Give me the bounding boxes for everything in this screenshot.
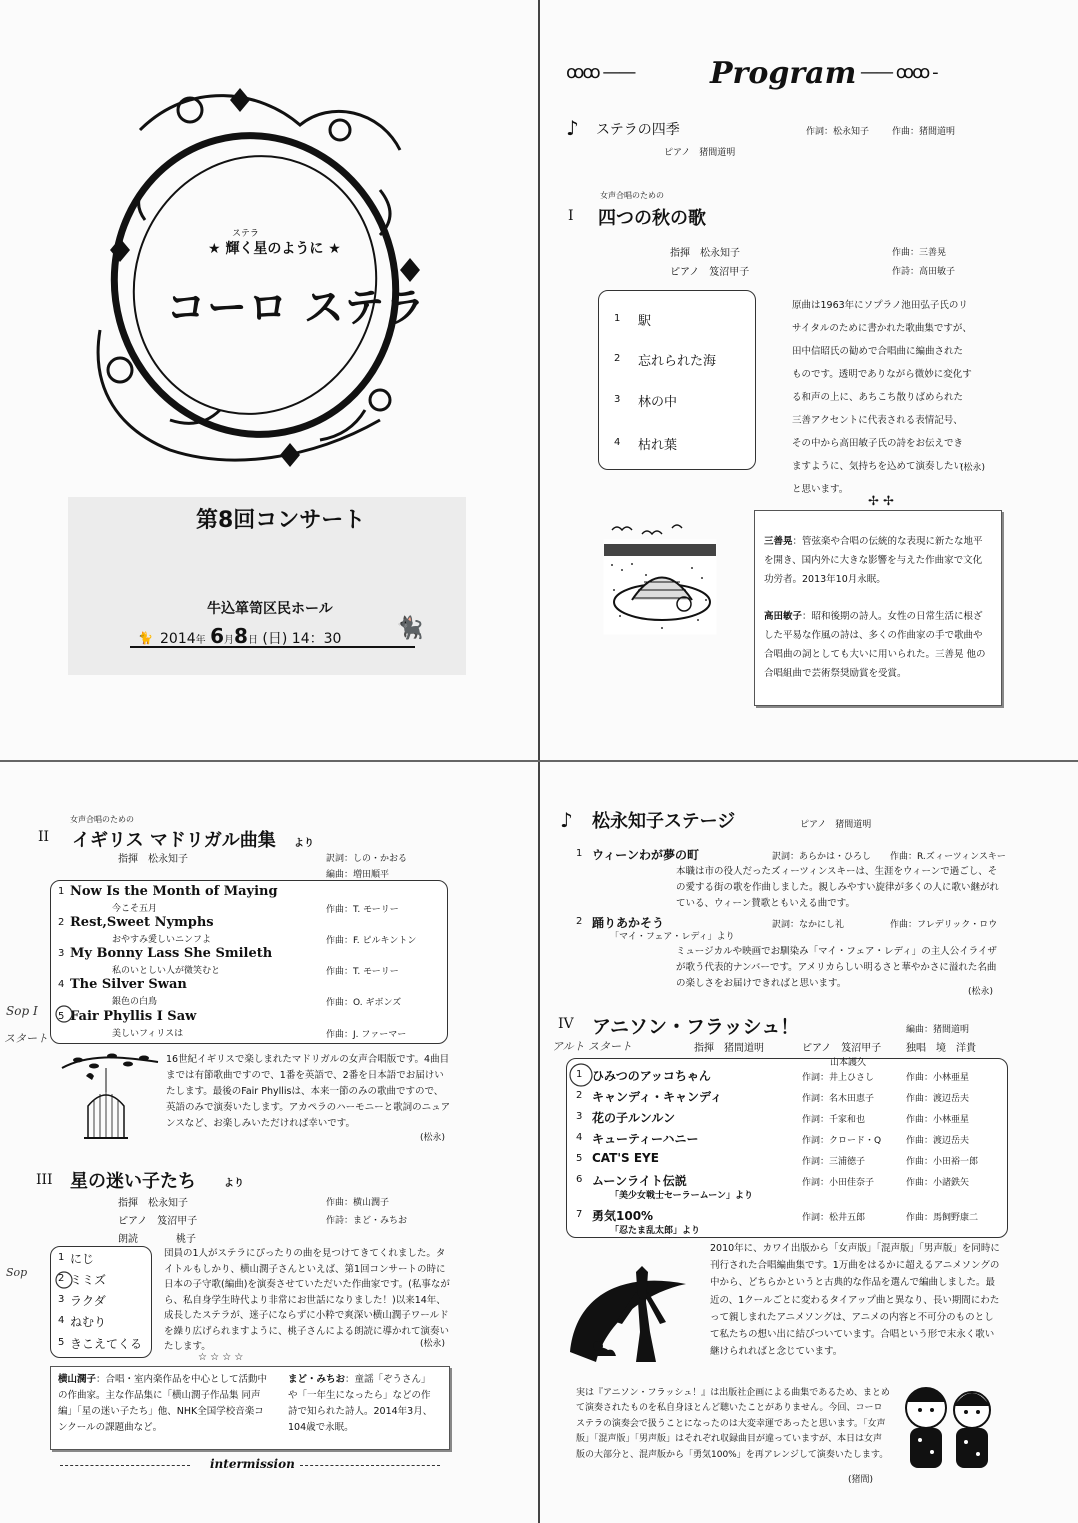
stage3-profile-1 [58, 1372, 268, 1436]
stage2-description: 16世紀イギリスで楽しまれたマドリガルの女声合唱版です。4曲目までは有節歌曲ですので、1番を英語で、2番を日本語でお届けいたします。最後のFair Phyllisは、本来一節のみの歌曲ですので、英語のみで演奏いたします。アカペラのハーモニーと歌詞のニュアンスなど、お楽しみいただければ幸いです。 [166, 1054, 451, 1129]
flourish-right: —— ꝏꝏ - [860, 62, 937, 83]
stage1-conductor: 指揮 松永知子 [670, 248, 740, 259]
handwritten-circle [54, 1004, 74, 1024]
song-title: The Silver Swan [70, 977, 187, 992]
song-composer: 作曲：馬飼野康二 [906, 1213, 979, 1223]
song-title: My Bonny Lass She Smileth [70, 946, 273, 961]
song-title: ウィーンわが夢の町 [592, 848, 700, 862]
stage3-pianist: ピアノ 笈沼甲子 [118, 1216, 198, 1227]
cover-page [0, 0, 538, 760]
opening-piano: ピアノ 猪間道明 [664, 148, 736, 158]
stage1-title: 四つの秋の歌 [598, 208, 706, 229]
stage1-lyricist: 作詩：高田敏子 [892, 267, 956, 277]
song-japanese-title: 銀色の白鳥 [112, 997, 158, 1007]
stage2-subtitle: 女声合唱のための [70, 815, 134, 824]
song-composer: 作曲：渡辺岳夫 [906, 1094, 970, 1104]
song-number: 5 [576, 1153, 583, 1164]
stage-m-sign: (松永) [968, 987, 994, 997]
handwritten-note-sop: Sop [6, 1266, 28, 1279]
handwritten-circle [54, 1270, 74, 1290]
song-number: 3 [614, 394, 621, 405]
song-number: 4 [576, 1132, 583, 1143]
song-title: ラクダ [70, 1294, 106, 1308]
stage2-sign: (松永) [420, 1133, 446, 1143]
year: 2014 [160, 631, 196, 647]
song-japanese-title: 今こそ五月 [112, 904, 158, 914]
song-subtitle: 「マイ・フェア・レディ」より [610, 932, 735, 942]
song-lyricist: 作詞：小田佳奈子 [802, 1178, 875, 1188]
song-lyricist: 訳詞：なかにし礼 [772, 920, 845, 930]
stage3-lyricist: 作詩：まど・みちお [326, 1216, 408, 1226]
song-title: 花の子ルンルン [592, 1111, 676, 1125]
stage1-subtitle: 女声合唱のための [600, 191, 664, 200]
month-unit: 月 [224, 635, 235, 646]
song-composer: 作曲：O. ギボンズ [326, 998, 402, 1008]
stage4-arranger: 編曲：猪間道明 [906, 1025, 970, 1035]
stage1-profile-1 [764, 532, 990, 589]
song-co-lyricist: 山本護久 [830, 1058, 867, 1068]
cover-furigana: ステラ [232, 229, 259, 239]
song-composer: 作曲：T. モーリー [326, 967, 399, 977]
song-number: 4 [58, 1315, 65, 1326]
song-number: 1 [576, 1069, 583, 1080]
song-title: Fair Phyllis I Saw [70, 1009, 197, 1024]
song-japanese-title: 美しいフィリスは [112, 1029, 184, 1039]
stage3-conductor: 指揮 松永知子 [118, 1198, 188, 1209]
opening-composer: 作曲：猪間道明 [892, 127, 956, 137]
dragonfly-icon: ✢ ✢ [868, 494, 894, 509]
stage2-title: イギリス マドリガル曲集 [72, 830, 276, 851]
profile-text: ：昭和後期の詩人。女性の日常生活に根ざした平易な作風の詩は、多くの作曲家の手で歌曲や合唱曲の詞としても大いに用いられた。三善晃 他の合唱組曲で芸術祭奨励賞を受賞。 [764, 611, 986, 679]
song-number: 4 [58, 979, 65, 990]
stage4-solo: 独唱 境 洋貴 [906, 1043, 976, 1054]
song-number: 2 [614, 353, 621, 364]
handwritten-note-alto: アルト スタート [552, 1040, 633, 1053]
stage3-yori: より [224, 1178, 244, 1189]
song-number: 6 [576, 1174, 583, 1185]
stage1-description: 原曲は1963年にソプラノ池田弘子氏のリサイタルのために書かれた歌曲集ですが、田中信昭氏の勧めで合唱曲に編曲されたものです。透明でありながら微妙に変化する和声の上に、あちこち散りばめられた三善アクセントに代表される表情記号、その中から高田敏子氏の詩をお伝えできますように、気持ちを込めて演奏したいと思います。 [792, 300, 972, 495]
song-composer: 作曲：F. ピルキントン [326, 936, 417, 946]
song-subtitle: 「美少女戦士セーラームーン」より [610, 1191, 754, 1201]
birdcage-branch-illustration [58, 1048, 164, 1144]
song-japanese-title: 私のいとしい人が微笑むと [112, 966, 221, 976]
stage4-description-1: 2010年に、カワイ出版から「女声版」「混声版」「男声版」を同時に刊行された合唱編曲集です。1万曲をはるかに超えるアニメソングの中から、どちらかというと古典的な作品を選んで編曲しました。最近の、1クールごとに変わるタイアップ曲と異なり、長い期間にわたって親しまれたアニメソングは、アニメの内容と不可分のものとして私たちの想い出に結びついています。合唱という形で末永く歌い継けられればと念じています。 [710, 1243, 1000, 1358]
song-japanese-title: おやすみ愛しいニンフよ [112, 935, 212, 945]
flourish-left: ꝏꝏ —— [566, 62, 635, 83]
song-title: きこえてくる [70, 1337, 143, 1351]
song-title: ねむり [70, 1315, 107, 1329]
stage-m-4-page [540, 762, 1078, 1523]
song-number: 5 [58, 1011, 65, 1022]
moon-silhouette-illustration [566, 1262, 698, 1372]
song-composer: 作曲：R.ズィーツィンスキー [890, 852, 1006, 862]
stage1-numeral: I [568, 208, 574, 224]
profile-name: 三善晃 [764, 536, 793, 547]
intermission-label: intermission [210, 1457, 295, 1471]
song-number: 4 [614, 437, 621, 448]
intermission-rule-left [60, 1465, 190, 1466]
profile-text: ：管弦楽や合唱の伝統的な表現に新たな地平を開き、国内外に大きな影響を与えた作曲家で文化功労者。2013年10月永眠。 [764, 536, 983, 585]
song-title: Rest,Sweet Nymphs [70, 915, 214, 930]
stage3-profile-2 [288, 1372, 438, 1436]
opening-lyrics: 作詞：松永知子 [806, 127, 870, 137]
weekday: (日) [262, 631, 288, 647]
song-number: 2 [576, 916, 583, 927]
song-lyricist: 作詞：千家和也 [802, 1115, 866, 1125]
song-title: ミミズ [70, 1273, 107, 1287]
song-title: 勇気100% [592, 1209, 654, 1223]
stage3-reader: 桃子 [176, 1234, 196, 1245]
song-lyricist: 作詞：井上ひさし [802, 1073, 875, 1083]
song-number: 1 [614, 313, 621, 324]
song-title: 踊りあかそう [592, 916, 665, 930]
song-number: 7 [576, 1209, 583, 1220]
stage3-description: 団員の1人がステラにぴったりの曲を見つけてきてくれました。タイトルもしかり、横山潤子さんといえば、第1回コンサートの時に日本の子守歌(編曲)を演奏させていただいた作曲家です。(私事ながら、私自身学生時代より非常にお世話になりました！)以来14年、成長したステラが、迷子にならずに小粋で爽深い横山潤子ワールドを繰り広げられますように、桃子さんによる朗読に導かれて演奏いたします。 [164, 1248, 450, 1352]
song-composer: 作曲：小林亜星 [906, 1073, 970, 1083]
small-cat-icon: 🐈 [138, 631, 153, 645]
stage4-numeral: IV [558, 1016, 574, 1032]
song-lyricist: 作詞：名木田恵子 [802, 1094, 875, 1104]
song-number: 2 [58, 1273, 65, 1284]
program-heading: Program [710, 56, 857, 91]
venue: 牛込箪笥区民ホール [207, 601, 333, 617]
stage2-yori: より [294, 838, 314, 849]
song-composer: 作曲：T. モーリー [326, 905, 399, 915]
music-note-icon: ♪ [566, 116, 579, 140]
profile-name: まど・みちお [288, 1374, 346, 1385]
song-subtitle: 「忍たま乱太郎」より [610, 1226, 701, 1236]
profile-text: ：合唱・室内楽作品を中心として活動中の作曲家。主な作品集に「横山潤子作品集 同声編」「星の迷い子たち」他、NHK全国学校音楽コンクールの課題曲など。 [58, 1374, 268, 1433]
stage1-sign: (松永) [960, 463, 986, 473]
program-page [540, 0, 1078, 760]
song-lyricist: 作詞：松井五郎 [802, 1213, 866, 1223]
stage2-translator: 訳詞：しの・かおる [326, 854, 408, 864]
stage2-numeral: II [38, 829, 50, 845]
cover-subtitle: ★ 輝く星のように ★ [208, 241, 341, 257]
ninja-characters-illustration [896, 1380, 1006, 1480]
cat-icon: 🐈‍⬛ [396, 616, 424, 641]
stage4-title: アニソン・フラッシュ！ [592, 1016, 800, 1038]
song-lyricist: 作詞：クロード・Q [802, 1136, 882, 1146]
time: 14：30 [291, 631, 342, 647]
music-note-icon: ♪ [560, 808, 573, 832]
song-number: 3 [58, 1294, 65, 1305]
profile-name: 高田敏子 [764, 611, 803, 622]
handwritten-circle [568, 1062, 594, 1088]
handwritten-note-start: スタート [4, 1032, 48, 1045]
song-title: CAT'S EYE [592, 1151, 659, 1165]
song-composer: 作曲：フレデリック・ロウ [890, 920, 998, 930]
stage3-reader-label: 朗読 [118, 1234, 138, 1245]
stage4-conductor: 指揮 猪間道明 [694, 1043, 764, 1054]
song-lyricist: 訳詞：あらかは・ひろし [772, 852, 872, 862]
stage2-conductor: 指揮 松永知子 [118, 854, 188, 865]
stage4-pianist: ピアノ 笈沼甲子 [802, 1043, 882, 1054]
song-number: 1 [58, 1252, 65, 1263]
stage1-profile-2 [764, 607, 990, 683]
stage1-composer: 作曲：三善晃 [892, 248, 947, 258]
stage2-3-page [0, 762, 538, 1523]
beach-hat-illustration [602, 520, 720, 638]
song-description: ミュージカルや映画でお馴染み「マイ・フェア・レディ」の主人公イライザが歌う代表的ナンバーです。アメリカらしい明るさと華やかさに溢れた名曲の楽しさをお届けできればと思います。 [676, 946, 997, 989]
profile-text: ：童謡「ぞうさん」や「一年生になったら」などの作詩で知られた詩人。2014年3月、104歳で永眠。 [288, 1374, 433, 1433]
stage3-numeral: III [36, 1172, 53, 1188]
song-lyricist: 作詞：三浦徳子 [802, 1157, 866, 1167]
opening-title: ステラの四季 [596, 122, 680, 138]
song-number: 2 [58, 917, 65, 928]
stage-m-title: 松永知子ステージ [592, 811, 736, 832]
year-unit: 年 [195, 635, 206, 646]
song-composer: 作曲：小諸鉄矢 [906, 1178, 970, 1188]
song-composer: 作曲：渡辺岳夫 [906, 1136, 970, 1146]
song-title: キャンディ・キャンディ [592, 1090, 723, 1104]
stage4-description-2: 実は『アニソン・フラッシュ！』は出版社企画による曲集であるため、まとめて演奏されたものを私自身ほとんど聴いたことがありません。今回、コーロステラの演奏会で扱うことになったのは大変幸運であったと思います。「女声版」「混声版」「男声版」はそれぞれ収録曲目が違っていますが、本日は女声版の大部分と、混声版から「勇気100%」を再アレンジして演奏いたします。 [576, 1388, 890, 1460]
stage3-title: 星の迷い子たち [70, 1171, 196, 1192]
song-number: 1 [58, 886, 65, 897]
concert-title: 第8回コンサート [196, 508, 366, 533]
song-title: 忘れられた海 [638, 354, 717, 369]
handwritten-note-sop: Sop I [6, 1004, 38, 1018]
song-title: ムーンライト伝説 [592, 1174, 687, 1188]
song-title: キューティーハニー [592, 1132, 699, 1146]
song-title: 枯れ葉 [638, 438, 678, 453]
cover-subtitle-text: 輝く星のように [225, 241, 324, 257]
song-composer: 作曲：小林亜星 [906, 1115, 970, 1125]
song-title: ひみつのアッコちゃん [592, 1069, 711, 1083]
month: 6 [210, 624, 225, 648]
stage3-composer: 作曲：横山潤子 [326, 1198, 390, 1208]
stage4-sign: (猪間) [848, 1475, 874, 1485]
day-unit: 日 [247, 635, 258, 646]
day: 8 [234, 624, 248, 648]
song-composer: 作曲：小田裕一郎 [906, 1157, 979, 1167]
intermission-rule-right [300, 1465, 440, 1466]
song-composer: 作曲：J. ファーマー [326, 1030, 407, 1040]
profile-name: 横山潤子 [58, 1374, 97, 1385]
stage-m-piano: ピアノ 猪間道明 [800, 820, 872, 830]
song-number: 2 [576, 1090, 583, 1101]
song-number: 3 [58, 948, 65, 959]
cover-title: コーロ ステラ [166, 285, 427, 331]
song-number: 1 [576, 848, 583, 859]
date-underline [130, 636, 420, 650]
song-description: 本職は市の役人だったズィーツィンスキーは、生涯をウィーンで過ごし、その愛する街の歌を作曲しました。親しみやすい旋律が多くの人に歌い継がれている、ウィーン賛歌ともいえる曲です。 [676, 866, 1000, 909]
song-title: 林の中 [638, 395, 678, 410]
song-title: 駅 [638, 314, 652, 329]
stage3-sign: (松永) [420, 1339, 446, 1349]
stage2-arranger: 編曲：増田順平 [326, 870, 390, 880]
page-divider-horizontal [0, 760, 1078, 762]
stage1-pianist: ピアノ 笈沼甲子 [670, 267, 750, 278]
stars-decoration: ☆ ☆ ☆ ☆ [198, 1352, 244, 1363]
song-number: 3 [576, 1111, 583, 1122]
song-title: にじ [70, 1252, 95, 1266]
song-title: Now Is the Month of Maying [70, 884, 278, 899]
song-number: 5 [58, 1337, 65, 1348]
